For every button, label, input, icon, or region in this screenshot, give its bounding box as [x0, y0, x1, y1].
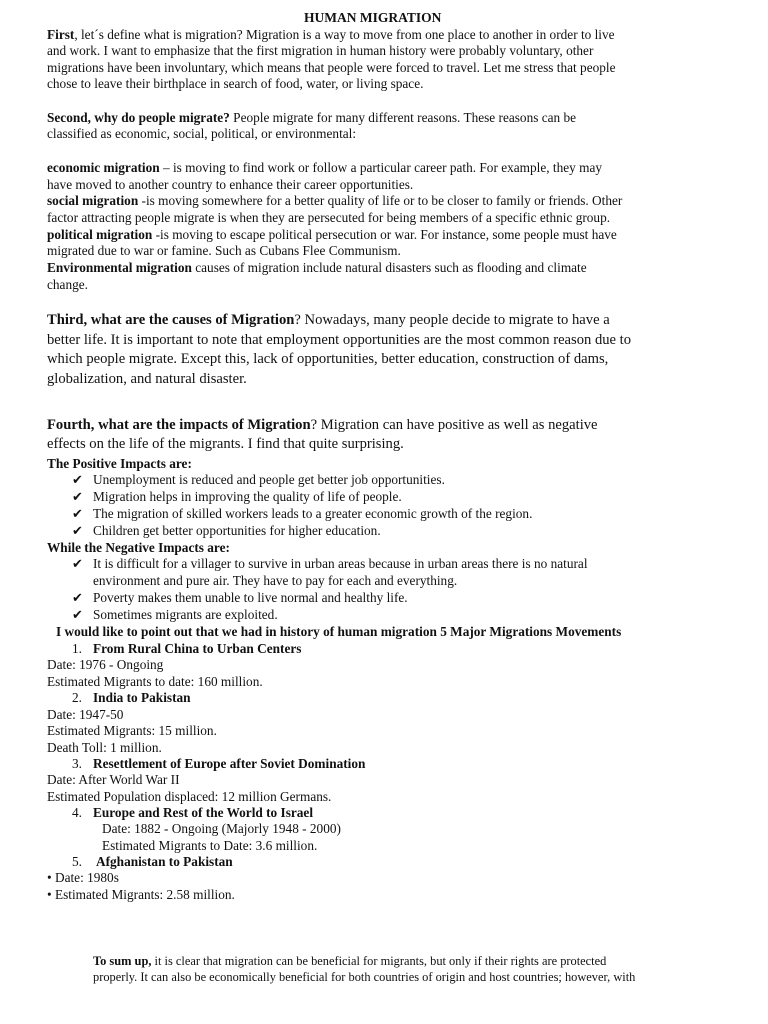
migration-2-death-toll: Death Toll: 1 million.	[47, 740, 162, 755]
paragraph-second-line-1	[47, 110, 576, 126]
checkmark-icon: ✔	[72, 506, 83, 521]
migration-1-title: From Rural China to Urban Centers	[93, 641, 302, 656]
text: it is clear that migration can be beneficial for migrants, but only if their rights are protected	[151, 954, 607, 968]
lead-third: Third, what are the causes of Migration	[47, 312, 295, 328]
lead-fourth: Fourth, what are the impacts of Migration	[47, 417, 311, 433]
migration-2-title: India to Pakistan	[93, 690, 191, 705]
text: ? Nowadays, many people decide to migrate to have a	[294, 312, 610, 328]
negative-impact-item-3: Sometimes migrants are exploited.	[93, 607, 278, 622]
environmental-migration-line-2: change.	[47, 277, 88, 292]
migration-5-estimate: • Estimated Migrants: 2.58 million.	[47, 887, 235, 902]
migration-5-number: 5.	[72, 854, 82, 869]
paragraph-first-line-4: chose to leave their birthplace in search of food, water, or living space.	[47, 76, 424, 91]
economic-migration-line-1	[47, 160, 602, 176]
economic-migration-line-2: have moved to another country to enhance their career opportunities.	[47, 177, 414, 192]
paragraph-first-line-2: and work. I want to emphasize that the first migration in human history were probably voluntary, other	[47, 43, 594, 58]
checkmark-icon: ✔	[72, 607, 83, 622]
term-political: political migration	[47, 227, 153, 242]
migration-3-number: 3.	[72, 756, 82, 771]
paragraph-third-line-1	[47, 311, 610, 330]
political-migration-line-1	[47, 227, 617, 243]
positive-impacts-heading: The Positive Impacts are:	[47, 456, 192, 471]
paragraph-third-line-2: better life. It is important to note that employment opportunities are the most common reason due to	[47, 332, 632, 348]
migration-2-date: Date: 1947-50	[47, 707, 124, 722]
social-migration-line-1	[47, 193, 622, 209]
lead-second: Second, why do people migrate?	[47, 110, 230, 125]
migration-4-estimate: Estimated Migrants to Date: 3.6 million.	[102, 838, 318, 853]
checkmark-icon: ✔	[72, 590, 83, 605]
negative-impact-item-1-line-2: environment and pure air. They have to pay for each and everything.	[93, 573, 458, 588]
migration-5-date: • Date: 1980s	[47, 870, 119, 885]
text: -is moving to escape political persecution or war. For instance, some people must have	[152, 227, 617, 242]
negative-impact-item-1-line-1: It is difficult for a villager to survive in urban areas because in urban areas there is no natural	[93, 556, 588, 571]
paragraph-third-line-4: globalization, and natural disaster.	[47, 371, 247, 387]
text: , let´s define what is migration? Migration is a way to move from one place to another in order to live	[74, 27, 615, 42]
migration-4-number: 4.	[72, 805, 82, 820]
major-migrations-heading: I would like to point out that we had in history of human migration 5 Major Migrations Movements	[56, 624, 622, 639]
term-economic: economic migration	[47, 160, 160, 175]
checkmark-icon: ✔	[72, 472, 83, 487]
text: ? Migration can have positive as well as negative	[310, 417, 598, 433]
text: -is moving somewhere for a better quality of life or to be closer to family or friends. Other	[138, 193, 623, 208]
migration-1-number: 1.	[72, 641, 82, 656]
text: – is moving to find work or follow a particular career path. For example, they may	[159, 160, 603, 175]
checkmark-icon: ✔	[72, 523, 83, 538]
text: causes of migration include natural disasters such as flooding and climate	[191, 260, 587, 275]
text: People migrate for many different reasons. These reasons can be	[229, 110, 577, 125]
paragraph-third-line-3: which people migrate. Except this, lack of opportunities, better education, construction of dams,	[47, 351, 609, 367]
document-title: HUMAN MIGRATION	[304, 10, 442, 25]
checkmark-icon: ✔	[72, 556, 83, 571]
migration-3-title: Resettlement of Europe after Soviet Domination	[93, 756, 366, 771]
migration-3-date: Date: After World War II	[47, 772, 180, 787]
lead-first: First	[47, 27, 75, 42]
paragraph-first-line-1	[47, 27, 615, 43]
social-migration-line-2: factor attracting people migrate is when they are persecuted for being members of a specific ethnic group.	[47, 210, 611, 225]
term-environmental: Environmental migration	[47, 260, 192, 275]
paragraph-second-line-2: classified as economic, social, political, or environmental:	[47, 126, 357, 141]
positive-impact-item: Unemployment is reduced and people get better job opportunities.	[93, 472, 445, 487]
migration-5-title: Afghanistan to Pakistan	[96, 854, 233, 869]
conclusion-line-1	[93, 953, 606, 969]
negative-impact-item-2: Poverty makes them unable to live normal and healthy life.	[93, 590, 408, 605]
migration-2-number: 2.	[72, 690, 82, 705]
negative-impacts-heading: While the Negative Impacts are:	[47, 540, 230, 555]
environmental-migration-line-1	[47, 260, 587, 276]
positive-impact-item: Migration helps in improving the quality of life of people.	[93, 489, 402, 504]
political-migration-line-2: migrated due to war or famine. Such as Cubans Flee Communism.	[47, 243, 401, 258]
paragraph-first-line-3: migrations have been involuntary, which means that people were forced to travel. Let me stress that people	[47, 60, 616, 75]
migration-1-estimate: Estimated Migrants to date: 160 million.	[47, 674, 263, 689]
migration-1-date: Date: 1976 - Ongoing	[47, 657, 164, 672]
paragraph-fourth-line-2: effects on the life of the migrants. I find that quite surprising.	[47, 436, 404, 452]
migration-4-title: Europe and Rest of the World to Israel	[93, 805, 314, 820]
migration-4-date: Date: 1882 - Ongoing (Majorly 1948 - 2000)	[102, 821, 341, 836]
term-social: social migration	[47, 193, 139, 208]
migration-2-estimate: Estimated Migrants: 15 million.	[47, 723, 217, 738]
conclusion-line-2: properly. It can also be economically beneficial for both countries of origin and host countries; however, with	[93, 970, 636, 984]
checkmark-icon: ✔	[72, 489, 83, 504]
paragraph-fourth-line-1	[47, 416, 598, 435]
positive-impact-item: The migration of skilled workers leads to a greater economic growth of the region.	[93, 506, 533, 521]
lead-conclusion: To sum up,	[93, 954, 152, 968]
migration-3-estimate: Estimated Population displaced: 12 million Germans.	[47, 789, 332, 804]
positive-impact-item: Children get better opportunities for higher education.	[93, 523, 381, 538]
